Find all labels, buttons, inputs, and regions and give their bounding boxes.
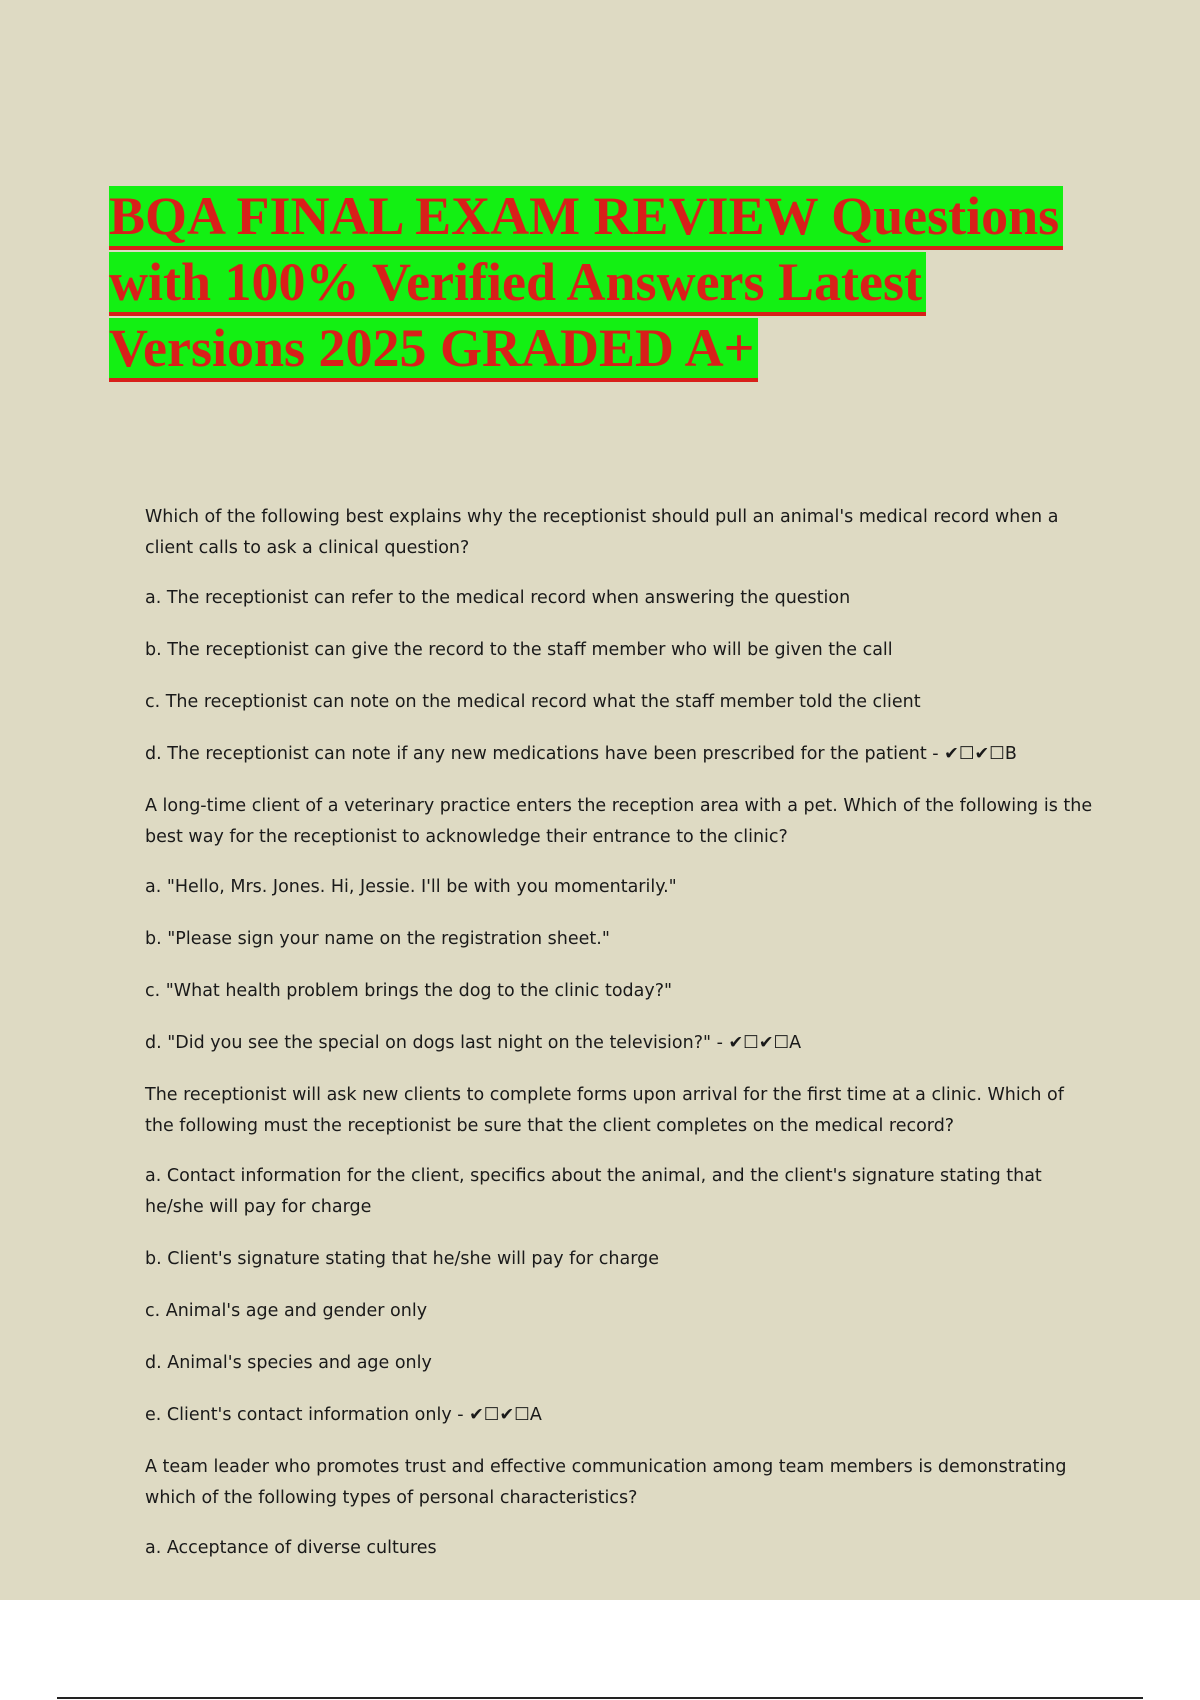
document-title [109, 184, 1129, 382]
title-line-1: BQA FINAL EXAM REVIEW Questions [109, 186, 1063, 250]
question-text: The receptionist will ask new clients to complete forms upon arrival for the first time at a clinic. Which of the following must the receptionist be sure that the client completes on the medical record? [145, 1085, 1064, 1136]
answer-option: b. "Please sign your name on the registration sheet." [145, 929, 610, 949]
title-line-2: with 100% Verified Answers Latest [109, 252, 926, 316]
answer-option: a. "Hello, Mrs. Jones. Hi, Jessie. I'll be with you momentarily." [145, 877, 677, 897]
question-block-4 [145, 1452, 1095, 1564]
question-list [145, 502, 1095, 1585]
question-text: A team leader who promotes trust and effective communication among team members is demonstrating which of the following types of personal characteristics? [145, 1457, 1067, 1508]
question-text: A long-time client of a veterinary practice enters the reception area with a pet. Which of the following is the best way for the receptionist to acknowledge their entrance to the clinic? [145, 796, 1093, 847]
title-line-3: Versions 2025 GRADED A+ [109, 318, 758, 382]
answer-option: a. Contact information for the client, specifics about the animal, and the client's signature stating that he/she will pay for charge [145, 1166, 1042, 1217]
answer-option: d. Animal's species and age only [145, 1353, 432, 1373]
question-block-2 [145, 791, 1095, 1059]
answer-option: b. Client's signature stating that he/she will pay for charge [145, 1249, 660, 1269]
answer-option: a. Acceptance of diverse cultures [145, 1538, 437, 1558]
answer-option: c. "What health problem brings the dog to the clinic today?" [145, 981, 673, 1001]
answer-option: e. Client's contact information only - ✔☐✔☐A [145, 1405, 542, 1425]
answer-option: c. Animal's age and gender only [145, 1301, 428, 1321]
answer-option: d. "Did you see the special on dogs last night on the television?" - ✔☐✔☐A [145, 1033, 802, 1053]
answer-option: d. The receptionist can note if any new medications have been prescribed for the patient - ✔☐✔☐B [145, 744, 1017, 764]
answer-option: b. The receptionist can give the record to the staff member who will be given the call [145, 640, 893, 660]
answer-option: a. The receptionist can refer to the medical record when answering the question [145, 588, 851, 608]
footer-divider [57, 1697, 1143, 1699]
answer-option: c. The receptionist can note on the medical record what the staff member told the client [145, 692, 921, 712]
question-block-1 [145, 502, 1095, 770]
question-block-3 [145, 1080, 1095, 1431]
question-text: Which of the following best explains why the receptionist should pull an animal's medical record when a client calls to ask a clinical question? [145, 507, 1059, 558]
